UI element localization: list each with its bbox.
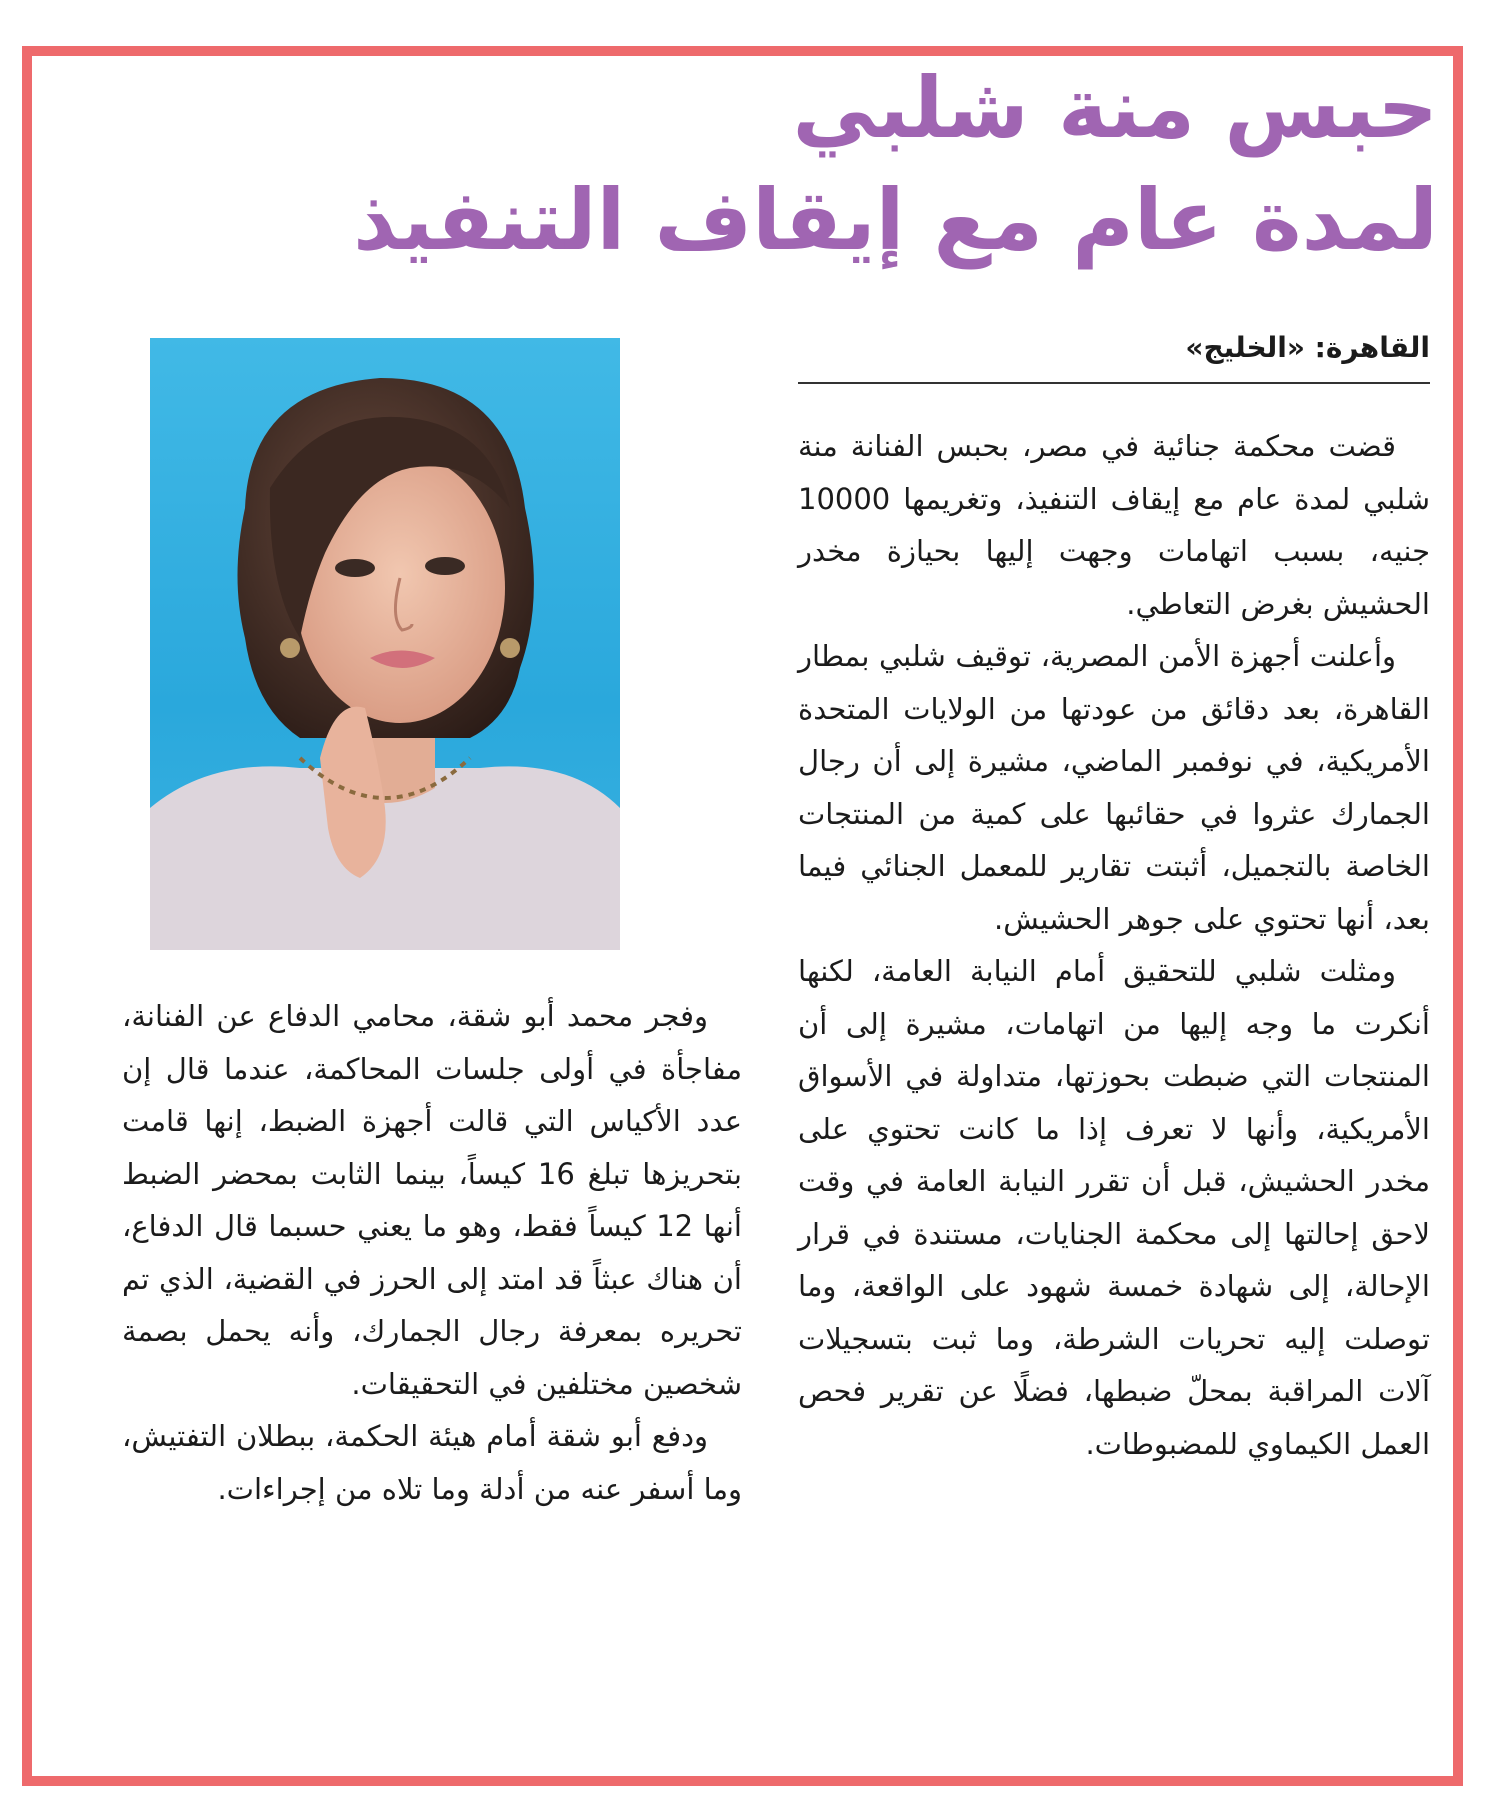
paragraph-5-text: ودفع أبو شقة أمام هيئة الحكمة، ببطلان التفتيش، وما أسفر عنه من أدلة وما تلاه من إجراءات. [122,1419,742,1506]
paragraph-4-text: وفجر محمد أبو شقة، محامي الدفاع عن الفنانة، مفاجأة في أولى جلسات المحاكمة، عندما قال إن عدد الأكياس التي قالت أجهزة الضبط، إنها قامت بتحريزها تبلغ 16 كيساً، بينما الثابت بمحضر الضبط أنها 12 كيساً فقط، وهو ما يعني حسبما قال الدفاع، أن هناك عبثاً قد امتد إلى الحرز في القضية، الذي تم تحريره بمعرفة رجال الجمارك، وأنه يحمل بصمة شخصين مختلفين في التحقيقات. [122,999,742,1401]
article-column-left [122,990,742,1515]
paragraph-1 [798,420,1430,630]
paragraph-2 [798,630,1430,945]
portrait-illustration [150,338,620,950]
paragraph-3 [798,945,1430,1470]
headline-line-2: لمدة عام مع إيقاف التنفيذ [353,171,1438,269]
article-headline [60,52,1438,276]
headline-line-1: حبس منة شلبي [792,59,1438,157]
paragraph-4 [122,990,742,1410]
paragraph-1-text: قضت محكمة جنائية في مصر، بحبس الفنانة منة شلبي لمدة عام مع إيقاف التنفيذ، وتغريمها 10000 جنيه، بسبب اتهامات وجهت إليها بحيازة مخدر الحشيش بغرض التعاطي. [798,429,1430,621]
article-column-right [798,420,1430,1470]
portrait-photo [150,338,620,950]
paragraph-5 [122,1410,742,1515]
dateline: القاهرة: «الخليج» [798,326,1430,384]
paragraph-3-text: ومثلت شلبي للتحقيق أمام النيابة العامة، لكنها أنكرت ما وجه إليها من اتهامات، مشيرة إلى أن المنتجات التي ضبطت بحوزتها، متداولة في الأسواق الأمريكية، وأنها لا تعرف إذا ما كانت تحتوي على مخدر الحشيش، قبل أن تقرر النيابة العامة في وقت لاحق إحالتها إلى محكمة الجنايات، مستندة في قرار الإحالة، إلى شهادة خمسة شهود على الواقعة، وما توصلت إليه تحريات الشرطة، وما ثبت بتسجيلات آلات المراقبة بمحلّ ضبطها، فضلًا عن تقرير فحص العمل الكيماوي للمضبوطات. [798,954,1430,1461]
paragraph-2-text: وأعلنت أجهزة الأمن المصرية، توقيف شلبي بمطار القاهرة، بعد دقائق من عودتها من الولايات المتحدة الأمريكية، في نوفمبر الماضي، مشيرة إلى أن رجال الجمارك عثروا في حقائبها على كمية من المنتجات الخاصة بالتجميل، أثبتت تقارير للمعمل الجنائي فيما بعد، أنها تحتوي على جوهر الحشيش. [798,639,1430,936]
